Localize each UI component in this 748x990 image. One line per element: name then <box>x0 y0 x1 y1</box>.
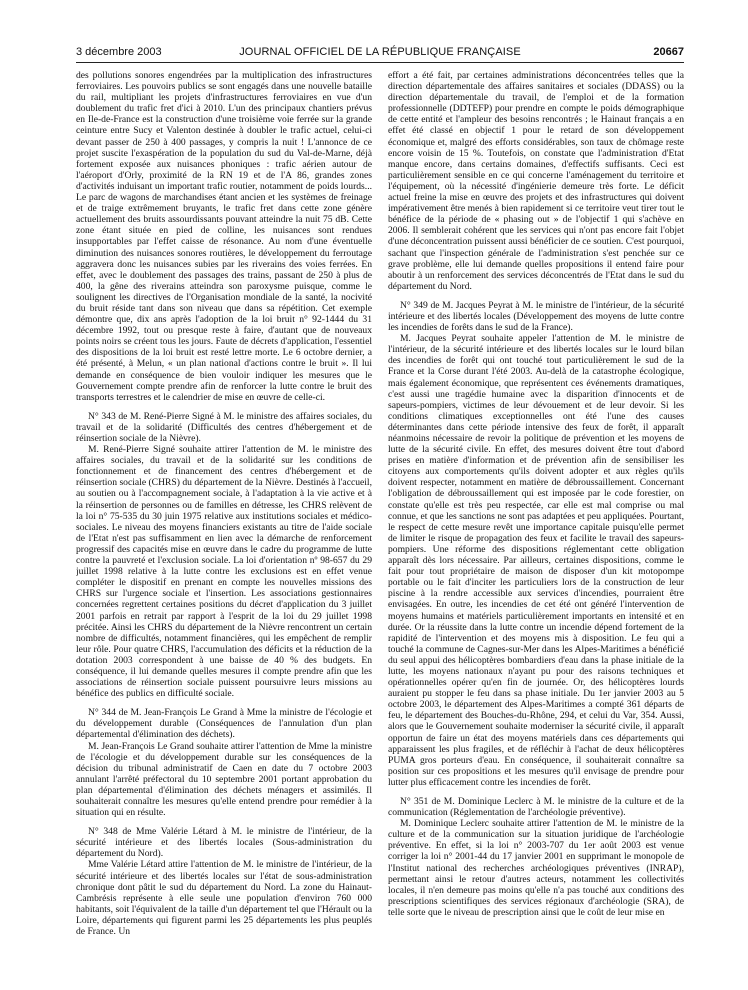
question-heading: N° 349 de M. Jacques Peyrat à M. le ministre de l'intérieur, de la sécurité intérieure et des libertés locales (Développement des moyens de lutte contre les incendies de forêts dans le sud de la France). <box>388 299 684 334</box>
header-date: 3 décembre 2003 <box>76 46 162 58</box>
paragraph: M. Jacques Peyrat souhaite appeler l'attention de M. le ministre de l'intérieur, de la sécurité intérieure et des libertés locales sur le lourd bilan des incendies de forêt qui ont touché tout particulièrement le sud de la France et la Corse durant l'été 2003. Au-delà de la catastrophe écologique, mais également économique, que représentent ces événements dramatiques, c'est aussi une tragédie humaine avec la disparition d'innocents et de sapeurs-pompiers, victimes de leur dévouement et de leur devoir. Si les conditions climatiques exceptionnelles ont été l'une des causes déterminantes dans cette période intensive des feux de forêt, il apparaît néanmoins nécessaire de revoir la politique de prévention et les moyens de lutte de la sécurité civile. En effet, des mesures doivent être tout d'abord prises en matière d'information et de prévention afin de sensibiliser les citoyens aux comportements qu'ils doivent adopter et aux règles qu'ils doivent respecter, notamment en matière de débroussaillement. Concernant l'obligation de débroussaillement qui est imposée par le code forestier, on constate qu'elle est très peu respectée, car elle est mal comprise ou mal connue, et que les sanctions ne sont pas adaptées et peu appliquées. Pourtant, le respect de cette mesure revêt une importance capitale puisqu'elle permet de limiter le risque de propagation des feux et facilite le travail des sapeurs-pompiers. Une réforme des dispositions réglementant cette obligation apparaît dès lors nécessaire. Par ailleurs, certaines dispositions, comme le fait pour tout propriétaire de maison de disposer d'un kit motopompe portable ou le fait d'inciter les particuliers lors de la construction de leur piscine à la rendre accessible aux services d'incendies, pourraient être envisagées. En outre, les incendies de cet été ont généré l'intervention de moyens humains et matériels particulièrement importants en intensité et en durée. Or la réussite dans la lutte contre un incendie dépend fortement de la rapidité de l'intervention et des moyens mis à disposition. Le feu qui a touché la commune de Cagnes-sur-Mer dans les Alpes-Maritimes a bénéficié du seul appui des hélicoptères bombardiers d'eau dans la phase initiale de la lutte, les moyens nationaux n'ayant pu pour des raisons techniques et opérationnelles opérer qu'en fin de journée. Or, des hélicoptères lourds auraient pu stopper le feu dans sa phase initiale. Du 1er janvier 2003 au 5 octobre 2003, le département des Alpes-Maritimes a compté 361 départs de feu, le département des Bouches-du-Rhône, 294, et celui du Var, 354. Aussi, alors que le Gouvernement souhaite moderniser la sécurité civile, il apparaît opportun de faire un état des moyens matériels dans ces départements qui apparaissent les plus fragiles, et de réfléchir à l'achat de deux hélicoptères PUMA gros porteurs d'eau. En conséquence, il souhaiterait connaître sa position sur ces propositions et les mesures qu'il envisage de prendre pour lutter plus efficacement contre les incendies de forêt. <box>388 333 684 788</box>
header-title: JOURNAL OFFICIEL DE LA RÉPUBLIQUE FRANÇAISE <box>239 46 521 58</box>
paragraph: Mme Valérie Létard attire l'attention de M. le ministre de l'intérieur, de la sécurité intérieure et des libertés locales sur l'état de sous-administration chronique dont pâtit le sud du département du Nord. La zone du Hainaut-Cambrésis représente à elle seule une population d'environ 760 000 habitants, soit l'équivalent de la taille d'un département tel que l'Hérault ou la Loire, départements qui figurent parmi les 25 départements les plus peuplés de France. Un <box>76 859 372 938</box>
right-column <box>388 70 684 985</box>
paragraph: M. René-Pierre Signé souhaite attirer l'attention de M. le ministre des affaires sociales, du travail et de la solidarité sur les conditions de fonctionnement et de financement des centres d'hébergement et de réinsertion sociale (CHRS) du département de la Nièvre. Destinés à l'accueil, au soutien ou à l'accompagnement sociale, à l'adaptation à la vie active et à la réinsertion de personnes ou de familles en détresse, les CHRS relèvent de la loi n° 75-535 du 30 juin 1975 relative aux institutions sociales et médico-sociales. Le niveau des moyens financiers existants au titre de l'aide sociale de l'Etat n'est pas suffisamment en lien avec la démarche de renforcement progressif des capacités mise en œuvre dans le cadre du programme de lutte contre la pauvreté et l'exclusion sociale. La loi d'orientation nº 98-657 du 29 juillet 1998 relative à la lutte contre les exclusions est en effet venue compléter le dispositif en prenant en compte les nouvelles missions des CHRS sur l'urgence sociale et l'insertion. Les associations gestionnaires concernées regrettent certaines positions du décret d'application du 3 juillet 2001 parfois en retrait par rapport à l'esprit de la loi du 29 juillet 1998 précitée. Ainsi les CHRS du département de la Nièvre rencontrent un certain nombre de difficultés, notamment financières, qui les empêchent de remplir leur rôle. Pour quatre CHRS, l'accumulation des déficits et la réduction de la dotation 2003 correspondent à une baisse de 40 % des budgets. En conséquence, il lui demande quelles mesures il compte prendre afin que les associations de réinsertion sociale puissent poursuivre leurs missions au bénéfice des publics en difficulté sociale. <box>76 444 372 700</box>
question-heading: N° 348 de Mme Valérie Létard à M. le ministre de l'intérieur, de la sécurité intérieure et des libertés locales (Sous-administration du département du Nord). <box>76 826 372 860</box>
header-rule <box>76 62 684 63</box>
question-heading: N° 351 de M. Dominique Leclerc à M. le ministre de la culture et de la communication (Réglementation de l'archéologie préventive). <box>388 796 684 819</box>
paragraph: des pollutions sonores engendrées par la multiplication des infrastructures ferroviaires. Les pouvoirs publics se sont engagés dans une nouvelle bataille du rail, multipliant les projets d'infrastructures ferroviaires en vue d'un doublement du trafic fret d'ici à 2010. L'un des principaux chantiers prévus en Ile-de-France est la construction d'une troisième voie ferrée sur la grande ceinture entre Sucy et Valenton destinée à doubler le trafic actuel, celui-ci devant passer de 250 à 400 passages, y compris la nuit ! L'annonce de ce projet suscite l'exaspération de la population du sud du Val-de-Marne, déjà fortement exposée aux nuisances phoniques : trafic aérien autour de l'aéroport d'Orly, proximité de la RN 19 et de l'A 86, grandes zones d'activités induisant un important trafic routier, notamment de poids lourds... Le parc de wagons de marchandises étant ancien et les systèmes de freinage et de traige extrêmement bruyants, le trafic fret dans cette zone génère actuellement des bruits assourdissants pouvant atteindre la nuit 75 dB. Cette zone étant située en pied de colline, les nuisances sont rendues insupportables par l'effet caisse de résonance. Au nom d'une éventuelle diminution des nuisances sonores routières, le développement du ferroutage aggravera donc les nuisances subies par les riverains des voies ferrées. En effet, avec le doublement des passages des trains, passant de 250 à plus de 400, la gêne des riverains atteindra son paroxysme puisque, comme le soulignent les directives de l'Organisation mondiale de la santé, la nocivité du bruit réside tant dans son niveau que dans sa répétition. Cet exemple démontre que, dix ans après l'adoption de la loi bruit n° 92-1444 du 31 décembre 1992, tout ou presque reste à faire, d'autant que de nouveaux points noirs se créent tous les jours. Faute de décrets d'application, l'essentiel des dispositions de la loi bruit est resté lettre morte. Le 6 octobre dernier, a été présenté, à Melun, « un plan national d'actions contre le bruit ». Il lui demande en conséquence de bien vouloir indiquer les mesures que le Gouvernement compte prendre afin de renforcer la lutte contre le bruit des transports terrestres et le calendrier de mise en œuvre de celle-ci. <box>76 70 372 403</box>
page-header <box>76 46 684 62</box>
text-columns <box>76 70 684 985</box>
question-heading: N° 344 de M. Jean-François Le Grand à Mme la ministre de l'écologie et du développement durable (Conséquences de l'annulation d'un plan départemental d'élimination des déchets). <box>76 707 372 741</box>
paragraph: effort a été fait, par certaines administrations déconcentrées telles que la direction départementale des affaires sanitaires et sociales (DDASS) ou la direction départementale du travail, de l'emploi et de la formation professionnelle (DDTEFP) pour prendre en compte le poids démographique de cette entité et l'ampleur des besoins rencontrés ; le Hainaut français a en effet été classé en objectif 1 pour le retard de son développement économique et, malgré des efforts considérables, son taux de chômage reste encore voisin de 15 %. Toutefois, on constate que l'administration d'Etat manque encore, dans certains domaines, d'effectifs suffisants. Ceci est particulièrement sensible en ce qui concerne l'aménagement du territoire et l'équipement, où la nécessité d'ingénierie demeure très forte. Le déficit actuel freine la mise en œuvre des projets et des infrastructures qui doivent impérativement être menés à bien rapidement si ce territoire veut tirer tout le bénéfice de la période de « phasing out » de l'objectif 1 qui s'achève en 2006. Il semblerait cohérent que les services qui n'ont pas encore fait l'objet d'une déconcentration puissent aussi bénéficier de ce soutien. C'est pourquoi, sachant que l'inspection générale de l'administration s'est penchée sur ce grave problème, elle lui demande quelles propositions il entend faire pour aboutir à un renforcement des services déconcentrés de l'Etat dans le sud du département du Nord. <box>388 70 684 292</box>
paragraph: M. Dominique Leclerc souhaite attirer l'attention de M. le ministre de la culture et de la communication sur la situation juridique de l'archéologie préventive. En effet, si la loi n° 2003-707 du 1er août 2003 est venue corriger la loi n° 2001-44 du 17 janvier 2001 en supprimant le monopole de l'Institut national des recherches archéologiques préventives (INRAP), permettant ainsi le retour d'autres acteurs, notamment les collectivités locales, il n'en demeure pas moins qu'elle n'a pas touché aux conditions des prescriptions scientifiques des services régionaux d'archéologie (SRA), de telle sorte que le niveau de prescription ainsi que le coût de leur mise en <box>388 818 684 918</box>
question-heading: N° 343 de M. René-Pierre Signé à M. le ministre des affaires sociales, du travail et de la solidarité (Difficultés des centres d'hébergement et de réinsertion sociale de la Nièvre). <box>76 410 372 444</box>
left-column <box>76 70 372 985</box>
paragraph: M. Jean-François Le Grand souhaite attirer l'attention de Mme la ministre de l'écologie et du développement durable sur les conséquences de la décision du tribunal administratif de Caen en date du 7 octobre 2003 annulant l'arrêté préfectoral du 10 septembre 2001 portant approbation du plan départemental d'élimination des déchets ménagers et assimilés. Il souhaiterait connaître les mesures qu'elle entend prendre pour remédier à la situation qui en résulte. <box>76 740 372 819</box>
page-number: 20667 <box>653 46 684 58</box>
